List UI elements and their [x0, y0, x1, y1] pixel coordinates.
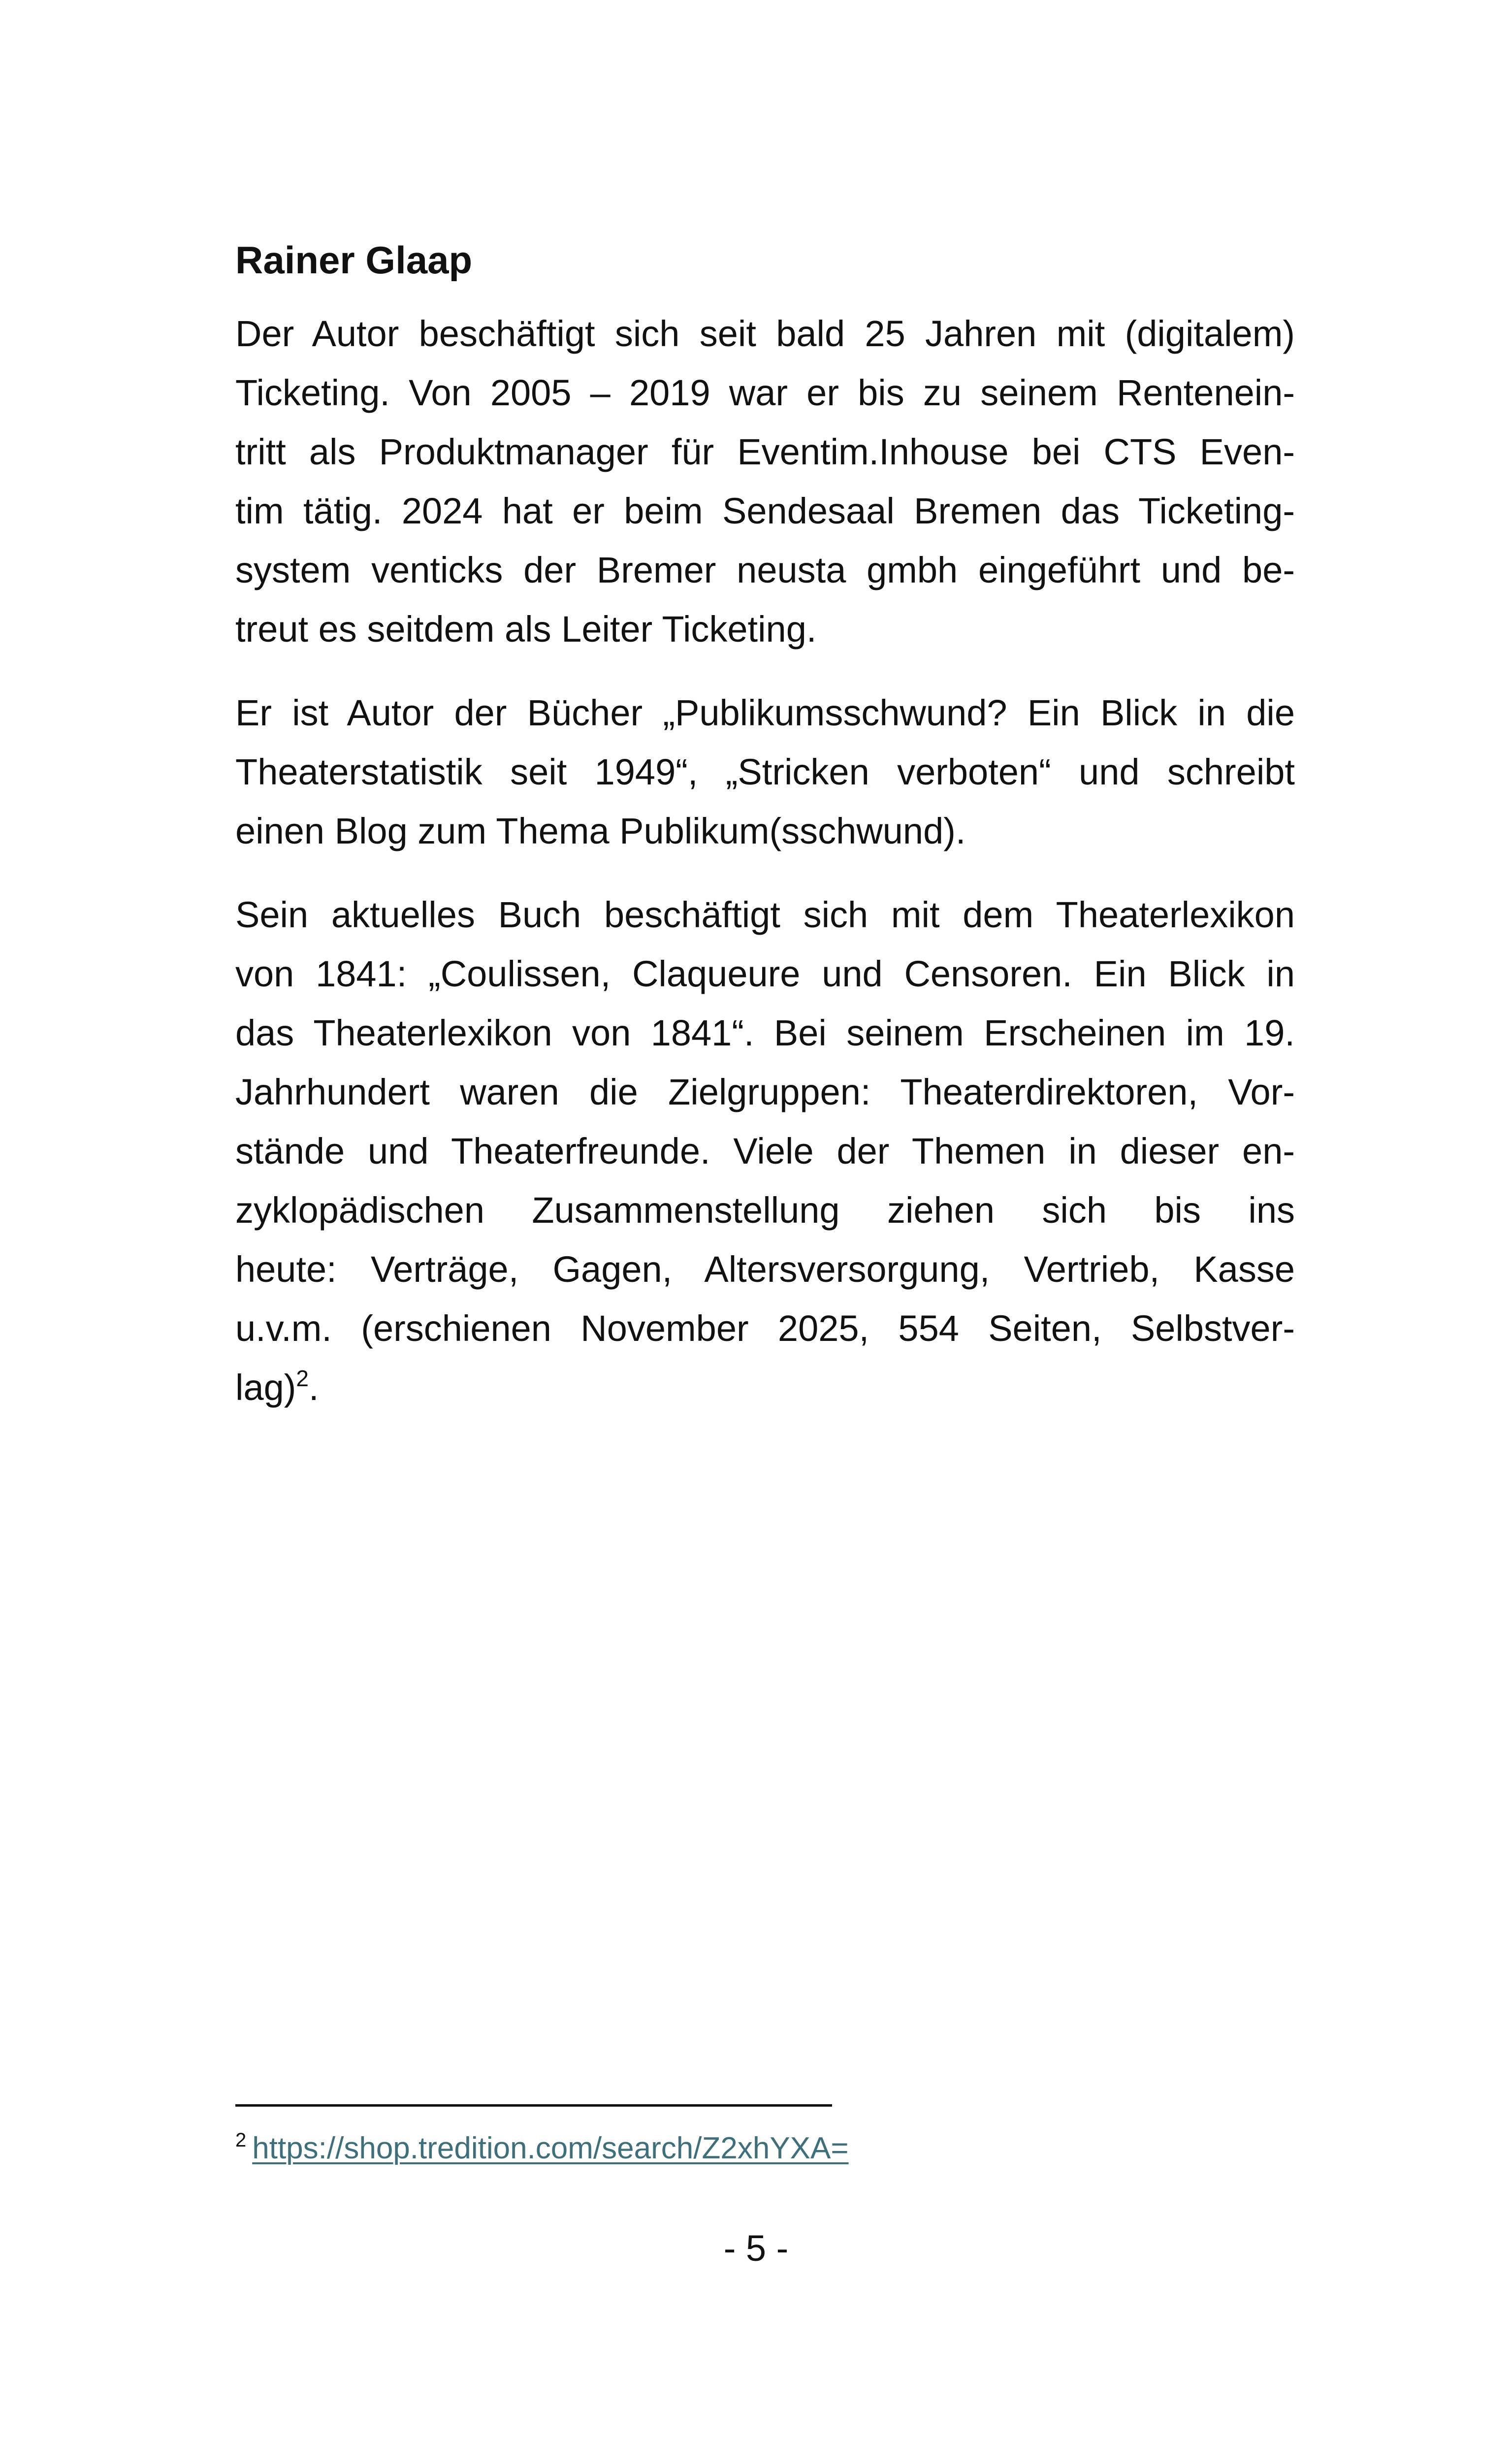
paragraph-1-line-2: Ticketing. Von 2005 – 2019 war er bis zu seinem Rentenein-: [235, 372, 1295, 413]
paragraph-2-line-3: einen Blog zum Thema Publikum(sschwund).: [235, 811, 966, 851]
paragraph-3-line-6: zyklopädischen Zusammenstellung ziehen sich bis ins: [235, 1190, 1295, 1231]
paragraph-3-line-7: heute: Verträge, Gagen, Altersversorgung, Vertrieb, Kasse: [235, 1249, 1295, 1290]
paragraph-3-line-5: stände und Theaterfreunde. Viele der Themen in dieser en-: [235, 1131, 1295, 1172]
paragraph-3-line-9: [235, 1363, 1295, 1412]
paragraph-1-line-6: treut es seitdem als Leiter Ticketing.: [235, 609, 817, 650]
footnote-number: 2: [235, 2129, 247, 2151]
paragraph-2-line-2: Theaterstatistik seit 1949“, „Stricken verboten“ und schreibt: [235, 751, 1295, 792]
paragraph-1-line-5: system venticks der Bremer neusta gmbh eingeführt und be-: [235, 550, 1295, 590]
footnote: [235, 2126, 849, 2171]
footnote-link[interactable]: https://shop.tredition.com/search/Z2xhYXA=: [252, 2131, 849, 2165]
paragraph-3-line-2: von 1841: „Coulissen, Claqueure und Censoren. Ein Blick in: [235, 953, 1295, 994]
paragraph-3-line-3: das Theaterlexikon von 1841“. Bei seinem Erscheinen im 19.: [235, 1012, 1295, 1053]
footnote-reference: 2: [296, 1366, 309, 1391]
paragraph-1-line-1: Der Autor beschäftigt sich seit bald 25 Jahren mit (digitalem): [235, 313, 1295, 354]
paragraph-1-line-3: tritt als Produktmanager für Eventim.Inhouse bei CTS Even-: [235, 431, 1295, 472]
paragraph-1-line-4: tim tätig. 2024 hat er beim Sendesaal Bremen das Ticketing-: [235, 490, 1295, 531]
paragraph-2-line-1: Er ist Autor der Bücher „Publikumsschwund? Ein Blick in die: [235, 692, 1295, 733]
author-heading: Rainer Glaap: [235, 238, 473, 282]
footnote-divider: [235, 2104, 832, 2107]
paragraph-3-line-1: Sein aktuelles Buch beschäftigt sich mit dem Theaterlexikon: [235, 894, 1295, 935]
paragraph-3-line-9-text: lag): [235, 1367, 296, 1408]
paragraph-3-line-9-end: .: [309, 1367, 319, 1408]
page-number: - 5 -: [723, 2228, 789, 2269]
paragraph-3-line-8: u.v.m. (erschienen November 2025, 554 Seiten, Selbstver-: [235, 1308, 1295, 1349]
paragraph-3-line-4: Jahrhundert waren die Zielgruppen: Theaterdirektoren, Vor-: [235, 1072, 1295, 1112]
